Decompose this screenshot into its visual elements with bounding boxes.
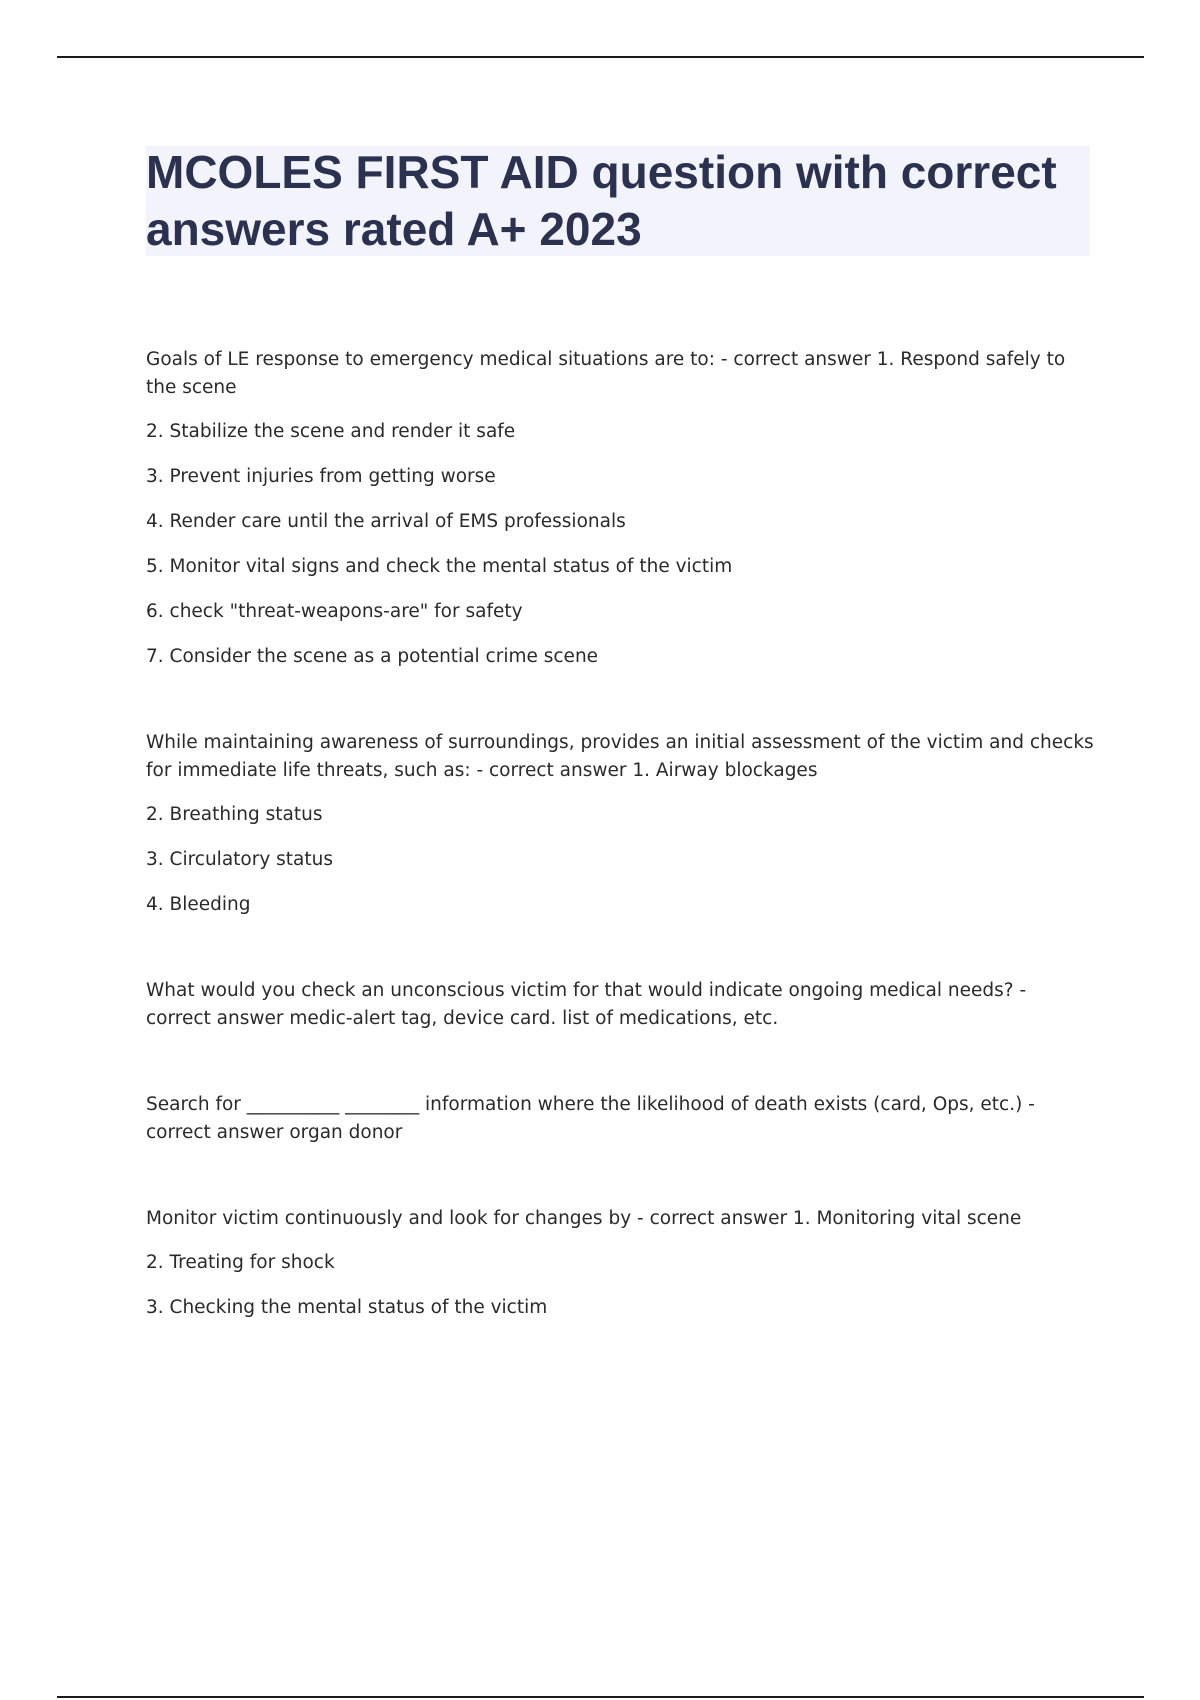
answer-item: 2. Treating for shock xyxy=(146,1252,335,1273)
question-text: Search for __________ ________ information where the likelihood of death exists (card, Ops, etc.) - correct answer organ donor xyxy=(146,1094,1035,1143)
qa-block-4 xyxy=(146,1091,1096,1147)
header-rule xyxy=(57,56,1144,58)
question-text: Goals of LE response to emergency medical situations are to: - correct answer 1. Respond safely to the scene xyxy=(146,349,1066,398)
answer-item: 2. Stabilize the scene and render it safe xyxy=(146,421,516,442)
answer-item: 4. Bleeding xyxy=(146,894,251,915)
answer-item: 6. check "threat-weapons-are" for safety xyxy=(146,601,523,622)
footer-rule xyxy=(57,1696,1144,1698)
qa-block-3 xyxy=(146,977,1096,1033)
qa-block-2 xyxy=(146,729,1096,919)
document-body xyxy=(146,346,1096,1380)
qa-block-1 xyxy=(146,346,1096,671)
title-highlight xyxy=(146,146,1090,256)
answer-item: 7. Consider the scene as a potential crime scene xyxy=(146,646,599,667)
answer-item: 3. Prevent injuries from getting worse xyxy=(146,466,496,487)
question-text: What would you check an unconscious victim for that would indicate ongoing medical needs? - correct answer medic-alert tag, device card. list of medications, etc. xyxy=(146,980,1027,1029)
answer-item: 3. Circulatory status xyxy=(146,849,334,870)
question-text: While maintaining awareness of surroundings, provides an initial assessment of the victim and checks for immediate life threats, such as: - correct answer 1. Airway blockages xyxy=(146,732,1094,781)
question-text: Monitor victim continuously and look for changes by - correct answer 1. Monitoring vital scene xyxy=(146,1208,1022,1229)
answer-item: 4. Render care until the arrival of EMS professionals xyxy=(146,511,626,532)
answer-item: 2. Breathing status xyxy=(146,804,323,825)
document-title: MCOLES FIRST AID question with correct answers rated A+ 2023 xyxy=(146,146,1057,255)
answer-item: 5. Monitor vital signs and check the mental status of the victim xyxy=(146,556,733,577)
qa-block-5 xyxy=(146,1205,1096,1322)
answer-item: 3. Checking the mental status of the victim xyxy=(146,1297,548,1318)
